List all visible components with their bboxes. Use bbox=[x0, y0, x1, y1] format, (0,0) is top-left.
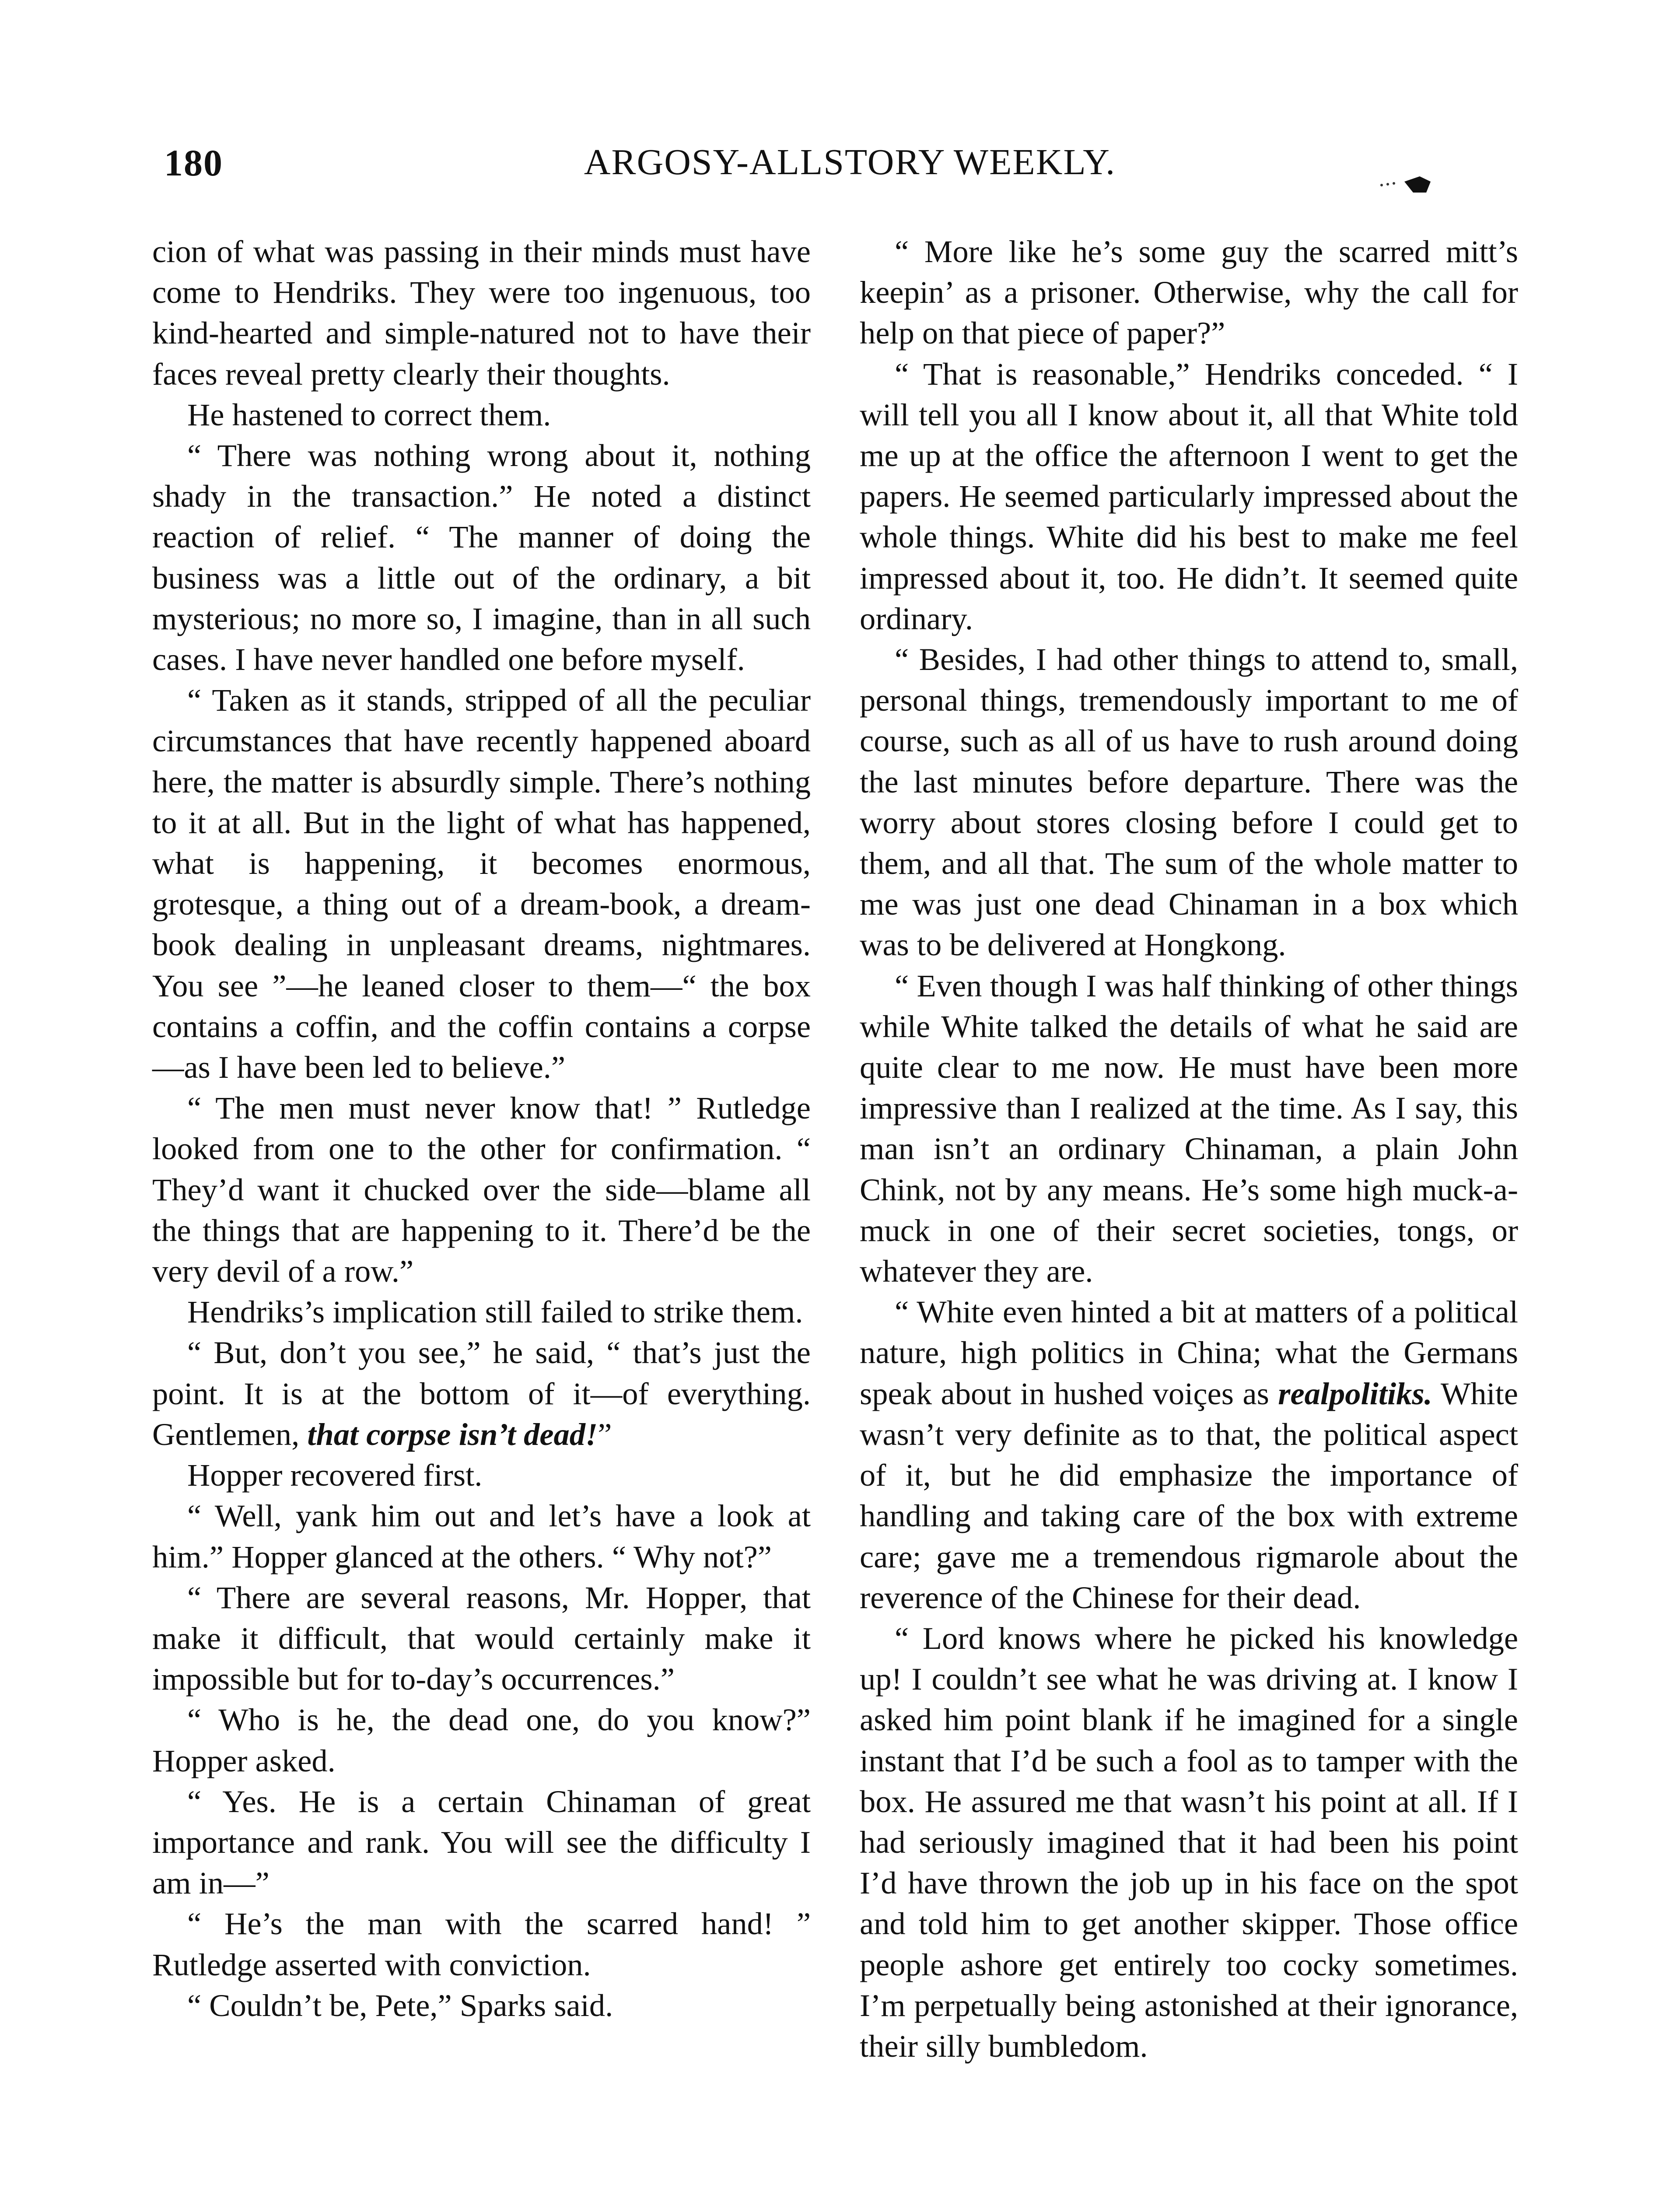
text-run: White wasn’t very definite as to that, the political aspect of it, but he did emphasize the importance of handling and taking care of the box with extreme care; gave me a tremendous rigmarole about the reverence of the Chinese for their dead. bbox=[860, 1375, 1518, 1615]
paragraph bbox=[860, 1291, 1518, 1618]
paragraph: “ There was nothing wrong about it, nothing shady in the transaction.” He noted a distinct reaction of relief. “ The manner of doing the business was a little out of the ordinary, a bit mysterious; no more so, I imagine, than in all such cases. I have never handled one before myself. bbox=[152, 438, 811, 677]
paragraph: “ Well, yank him out and let’s have a look at him.” Hopper glanced at the others. “ Why not?” bbox=[152, 1498, 811, 1574]
right-text-column bbox=[860, 231, 1518, 2066]
left-text-column bbox=[152, 231, 811, 2026]
paragraph: “ Lord knows where he picked his knowledge up! I couldn’t see what he was driving at. I know I asked him point blank if he imagined for a single instant that I’d be such a fool as to tamper with the box. He assured me that wasn’t his point at all. If I had seriously imagined that it had been his point I’d have thrown the job up in his face on the spot and told him to get another skipper. Those office people ashore get entirely too cocky sometimes. I’m perpetually being astonished at their ignorance, their silly bumbledom. bbox=[860, 1620, 1518, 2064]
paragraph: “ Who is he, the dead one, do you know?” Hopper asked. bbox=[152, 1702, 811, 1778]
page-header bbox=[164, 141, 1536, 202]
emphasized-text: realpolitiks. bbox=[1278, 1375, 1432, 1411]
paragraph: “ He’s the man with the scarred hand! ” Rutledge asserted with conviction. bbox=[152, 1906, 811, 1982]
text-run: “ But, don’t you see,” he said, “ that’s just the point. It is at the bottom of it—of everything. Gentlemen, bbox=[152, 1335, 811, 1452]
running-title: ARGOSY-ALLSTORY WEEKLY. bbox=[584, 142, 1116, 182]
paragraph: “ That is reasonable,” Hendriks conceded. “ I will tell you all I know about it, all that White told me up at the office the afternoon I went to get the papers. He seemed particularly impressed about the whole things. White did his best to make me feel impressed about it, too. He didn’t. It seemed quite ordinary. bbox=[860, 356, 1518, 636]
emphasized-text: that corpse isn’t dead! bbox=[307, 1416, 598, 1452]
paragraph: Hopper recovered first. bbox=[187, 1457, 483, 1493]
decorative-ornament-icon bbox=[1378, 168, 1435, 195]
paragraph: Hendriks’s implication still failed to strike them. bbox=[187, 1294, 803, 1330]
paragraph: “ Yes. He is a certain Chinaman of great importance and rank. You will see the difficulty I am in—” bbox=[152, 1783, 811, 1901]
page-number: 180 bbox=[164, 142, 223, 184]
paragraph: “ Taken as it stands, stripped of all the peculiar circumstances that have recently happened aboard here, the matter is absurdly simple. There’s nothing to it at all. But in the light of what has happened, what is happening, it becomes enormous, grotesque, a thing out of a dream-book, a dream-book dealing in unpleasant dreams, nightmares. You see ”—he leaned closer to them—“ the box contains a coffin, and the coffin contains a corpse—as I have been led to believe.” bbox=[152, 682, 811, 1085]
paragraph: cion of what was passing in their minds must have come to Hendriks. They were too ingenuous, too kind-hearted and simple-natured not to have their faces reveal pretty clearly their thoughts. bbox=[152, 234, 811, 392]
paragraph: “ Besides, I had other things to attend to, small, personal things, tremendously important to me of course, such as all of us have to rush around doing the last minutes before departure. There was the worry about stores closing before I could get to them, and all that. The sum of the whole matter to me was just one dead Chinaman in a box which was to be delivered at Hongkong. bbox=[860, 642, 1518, 963]
text-run: ” bbox=[598, 1416, 612, 1452]
paragraph: “ There are several reasons, Mr. Hopper, that make it difficult, that would certainly make it impossible but for to-day’s occurrences.” bbox=[152, 1579, 811, 1697]
text-run: “ White even hinted a bit at matters of a political nature, high politics in China; what the Germans speak about in hushed voiçes as bbox=[860, 1294, 1518, 1411]
paragraph: “ More like he’s some guy the scarred mitt’s keepin’ as a prisoner. Otherwise, why the call for help on that piece of paper?” bbox=[860, 234, 1518, 351]
paragraph: “ The men must never know that! ” Rutledge looked from one to the other for confirmation. “ They’d want it chucked over the side—blame all the things that are happening to it. There’d be the very devil of a row.” bbox=[152, 1090, 811, 1289]
paragraph: He hastened to correct them. bbox=[187, 396, 551, 432]
paragraph: “ Couldn’t be, Pete,” Sparks said. bbox=[187, 1987, 613, 2023]
paragraph bbox=[152, 1332, 811, 1455]
paragraph: “ Even though I was half thinking of other things while White talked the details of what he said are quite clear to me now. He must have been more impressive than I realized at the time. As I say, this man isn’t an ordinary Chinaman, a plain John Chink, not by any means. He’s some high muck-a-muck in one of their secret societies, tongs, or whatever they are. bbox=[860, 968, 1518, 1289]
